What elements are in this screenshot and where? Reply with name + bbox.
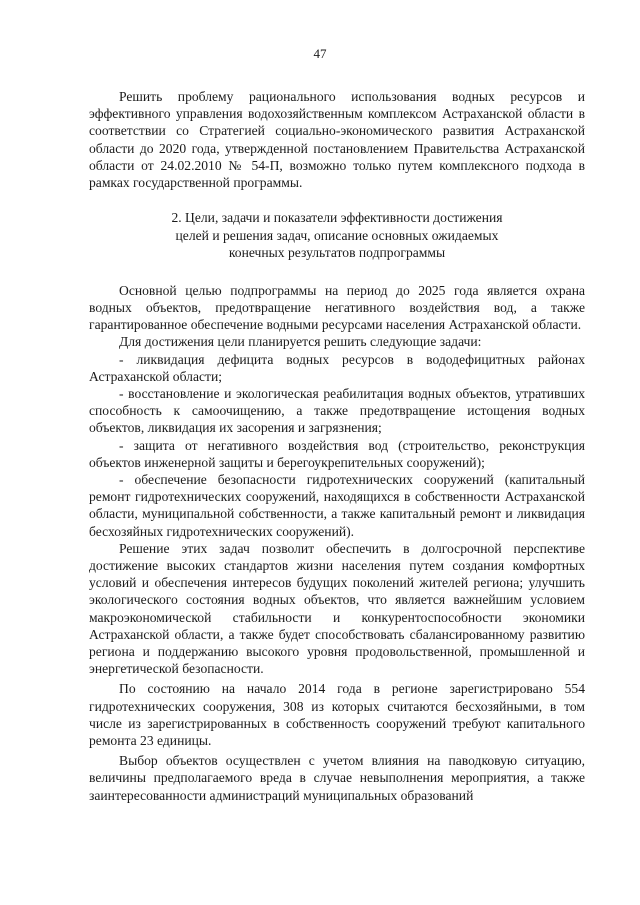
tasks-intro-paragraph: Для достижения цели планируется решить следующие задачи:: [119, 334, 482, 350]
section-heading-line: целей и решения задач, описание основных ожидаемых: [175, 227, 499, 243]
section-heading: [89, 209, 585, 262]
document-body: [89, 88, 585, 804]
goal-paragraph: Основной целью подпрограммы на период до 2025 года является охрана водных объектов, предотвращение негативного воздействия вод, а также гарантированное обеспечение водными ресурсами населения Астраханской области.: [89, 282, 585, 333]
intro-paragraph: Решить проблему рационального использования водных ресурсов и эффективного управления водохозяйственным комплексом Астраханской области в соответствии со Стратегией социально-экономического развития Астраханской области до 2020 года, утвержденной постановлением Правительства Астраханской области от 24.02.2010 № 54-П, возможно только путем комплексного подхода в рамках государственной программы.: [89, 89, 585, 191]
statistics-paragraph: По состоянию на начало 2014 года в регионе зарегистрировано 554 гидротехнических сооружения, 308 из которых считаются бесхозяйными, в том числе из зарегистрированных в собственность сооружений требуют капитального ремонта 23 единицы.: [89, 681, 585, 748]
task-item: - защита от негативного воздействия вод (строительство, реконструкция объектов инженерной защиты и берегоукрепительных сооружений);: [89, 437, 585, 470]
outcomes-paragraph: Решение этих задач позволит обеспечить в долгосрочной перспективе достижение высоких стандартов жизни населения путем создания комфортных условий и обеспечения интересов будущих поколений жителей региона; улучшить экологического состояния водных объектов, что является важнейшим условием макроэкономической стабильности и конкурентоспособности экономики Астраханской области, а также будет способствовать сбалансированному развитию региона и поддержанию высокого уровня продовольственной, промышленной и энергетической безопасности.: [89, 540, 585, 677]
task-item: - обеспечение безопасности гидротехнических сооружений (капитальный ремонт гидротехнических сооружений, находящихся в собственности Астраханской области, муниципальной собственности, а также капитальный ремонт и ликвидация бесхозяйных гидротехнических сооружений).: [89, 471, 585, 539]
page-number: 47: [313, 46, 327, 61]
section-heading-line: конечных результатов подпрограммы: [228, 245, 446, 261]
selection-paragraph: Выбор объектов осуществлен с учетом влияния на паводковую ситуацию, величины предполагаемого вреда в случае невыполнения мероприятия, а также заинтересованности администраций муниципальных образований: [89, 753, 585, 803]
task-item: - восстановление и экологическая реабилитация водных объектов, утративших способность к самоочищению, а также предотвращение истощения водных объектов, ликвидация их засорения и загрязнения;: [89, 385, 585, 436]
section-heading-line: 2. Цели, задачи и показатели эффективности достижения: [171, 210, 503, 226]
task-item: - ликвидация дефицита водных ресурсов в вододефицитных районах Астраханской области;: [89, 351, 585, 384]
